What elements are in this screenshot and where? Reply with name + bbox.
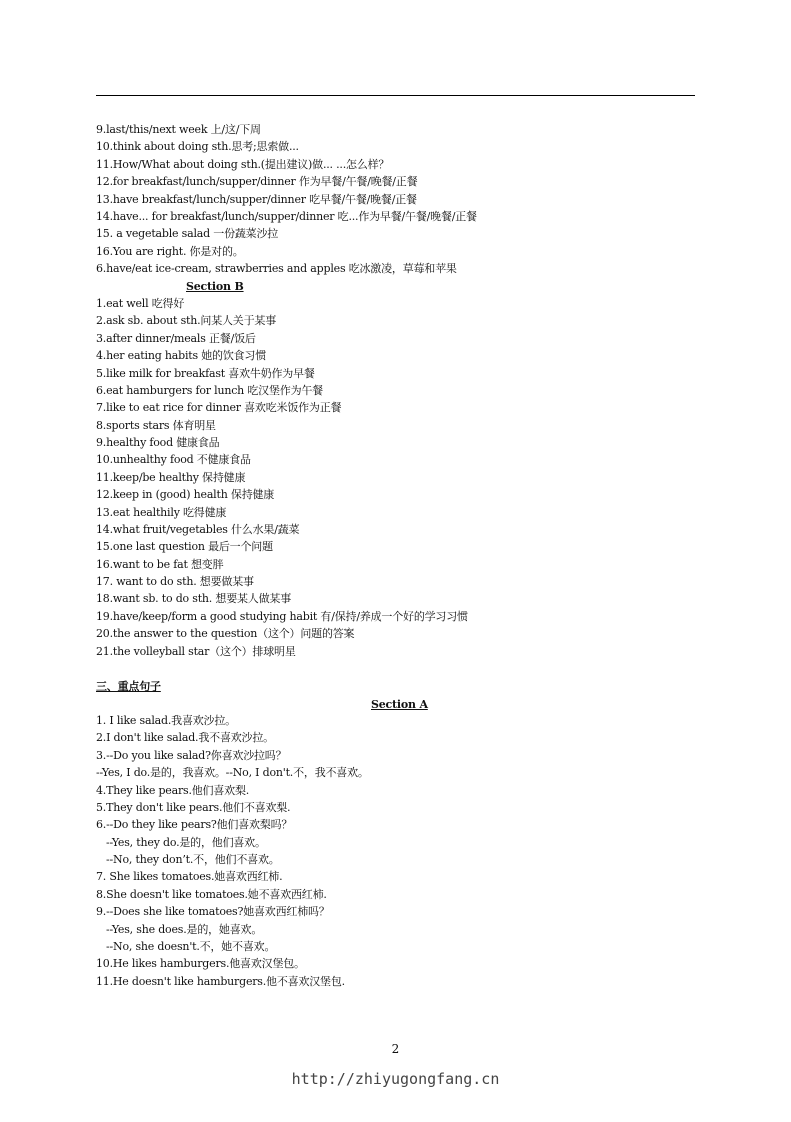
part3-heading: 三、重点句子 xyxy=(96,680,161,693)
sentence-line: 11.He doesn't like hamburgers.他不喜欢汉堡包. xyxy=(96,975,345,988)
section-b-line: 14.what fruit/vegetables 什么水果/蔬菜 xyxy=(96,523,300,536)
section-b-line: 19.have/keep/form a good studying habit 有/保持/养成一个好的学习习惯 xyxy=(96,610,468,623)
sentence-line: 6.--Do they like pears?他们喜欢梨吗？ xyxy=(96,818,293,831)
phrase-line: 6.have/eat ice-cream, strawberries and apples 吃冰激凌，草莓和苹果 xyxy=(96,262,457,275)
section-b-line: 15.one last question 最后一个问题 xyxy=(96,540,273,553)
sentence-line: 2.I don't like salad.我不喜欢沙拉。 xyxy=(96,731,274,744)
page-number: 2 xyxy=(391,1042,400,1056)
sentence-line: 8.She doesn't like tomatoes.她不喜欢西红柿. xyxy=(96,888,327,901)
sentence-line: 3.--Do you like salad?你喜欢沙拉吗？ xyxy=(96,749,287,762)
section-b-line: 4.her eating habits 她的饮食习惯 xyxy=(96,349,267,362)
phrase-line: 9.last/this/next week 上/这/下周 xyxy=(96,123,261,136)
sentence-line: 9.--Does she like tomatoes?她喜欢西红柿吗？ xyxy=(96,905,330,918)
section-b-line: 6.eat hamburgers for lunch 吃汉堡作为午餐 xyxy=(96,384,323,397)
section-b-line: 21.the volleyball star（这个）排球明星 xyxy=(96,645,296,658)
section-b-line: 3.after dinner/meals 正餐/饭后 xyxy=(96,332,256,345)
sentence-line: 1. I like salad.我喜欢沙拉。 xyxy=(96,714,236,727)
section-b-line: 9.healthy food 健康食品 xyxy=(96,436,220,449)
section-b-line: 10.unhealthy food 不健康食品 xyxy=(96,453,251,466)
header-rule xyxy=(96,95,695,96)
phrase-line: 14.have... for breakfast/lunch/supper/dinner 吃...作为早餐/午餐/晚餐/正餐 xyxy=(96,210,477,223)
sentence-line: 5.They don't like pears.他们不喜欢梨. xyxy=(96,801,291,814)
section-b-line: 8.sports stars 体育明星 xyxy=(96,419,216,432)
sentence-line: 7. She likes tomatoes.她喜欢西红柿. xyxy=(96,870,283,883)
section-b-line: 7.like to eat rice for dinner 喜欢吃米饭作为正餐 xyxy=(96,401,342,414)
section-b-line: 18.want sb. to do sth. 想要某人做某事 xyxy=(96,592,291,605)
section-b-line: 20.the answer to the question（这个）问题的答案 xyxy=(96,627,355,640)
section-b-line: 1.eat well 吃得好 xyxy=(96,297,185,310)
sentence-line: 4.They like pears.他们喜欢梨. xyxy=(96,784,250,797)
phrase-line: 16.You are right. 你是对的。 xyxy=(96,245,244,258)
section-b-line: 12.keep in (good) health 保持健康 xyxy=(96,488,275,501)
section-b-line: 17. want to do sth. 想要做某事 xyxy=(96,575,254,588)
phrase-line: 10.think about doing sth.思考;思索做... xyxy=(96,140,299,153)
phrase-line: 15. a vegetable salad 一份蔬菜沙拉 xyxy=(96,227,279,240)
sentence-line: --Yes, they do.是的，他们喜欢。 xyxy=(106,836,266,849)
section-b-heading: Section B xyxy=(186,280,244,293)
section-b-line: 2.ask sb. about sth.问某人关于某事 xyxy=(96,314,277,327)
sentence-line: --No, she doesn't.不，她不喜欢。 xyxy=(106,940,276,953)
section-b-line: 11.keep/be healthy 保持健康 xyxy=(96,471,246,484)
phrase-line: 11.How/What about doing sth.(提出建议)做... ...怎么样？ xyxy=(96,158,390,171)
footer-url[interactable]: http://zhiyugongfang.cn xyxy=(291,1070,500,1088)
sentence-line: --Yes, I do.是的，我喜欢。--No, I don't.不，我不喜欢。 xyxy=(96,766,369,779)
phrase-line: 12.for breakfast/lunch/supper/dinner 作为早餐/午餐/晚餐/正餐 xyxy=(96,175,418,188)
section-b-line: 16.want to be fat 想变胖 xyxy=(96,558,224,571)
section-b-line: 13.eat healthily 吃得健康 xyxy=(96,506,227,519)
section-b-line: 5.like milk for breakfast 喜欢牛奶作为早餐 xyxy=(96,367,315,380)
sentence-line: --Yes, she does.是的，她喜欢。 xyxy=(106,923,263,936)
section-a-heading: Section A xyxy=(371,698,428,711)
sentence-line: --No, they don’t.不，他们不喜欢。 xyxy=(106,853,280,866)
phrase-line: 13.have breakfast/lunch/supper/dinner 吃早餐/午餐/晚餐/正餐 xyxy=(96,193,417,206)
sentence-line: 10.He likes hamburgers.他喜欢汉堡包。 xyxy=(96,957,305,970)
